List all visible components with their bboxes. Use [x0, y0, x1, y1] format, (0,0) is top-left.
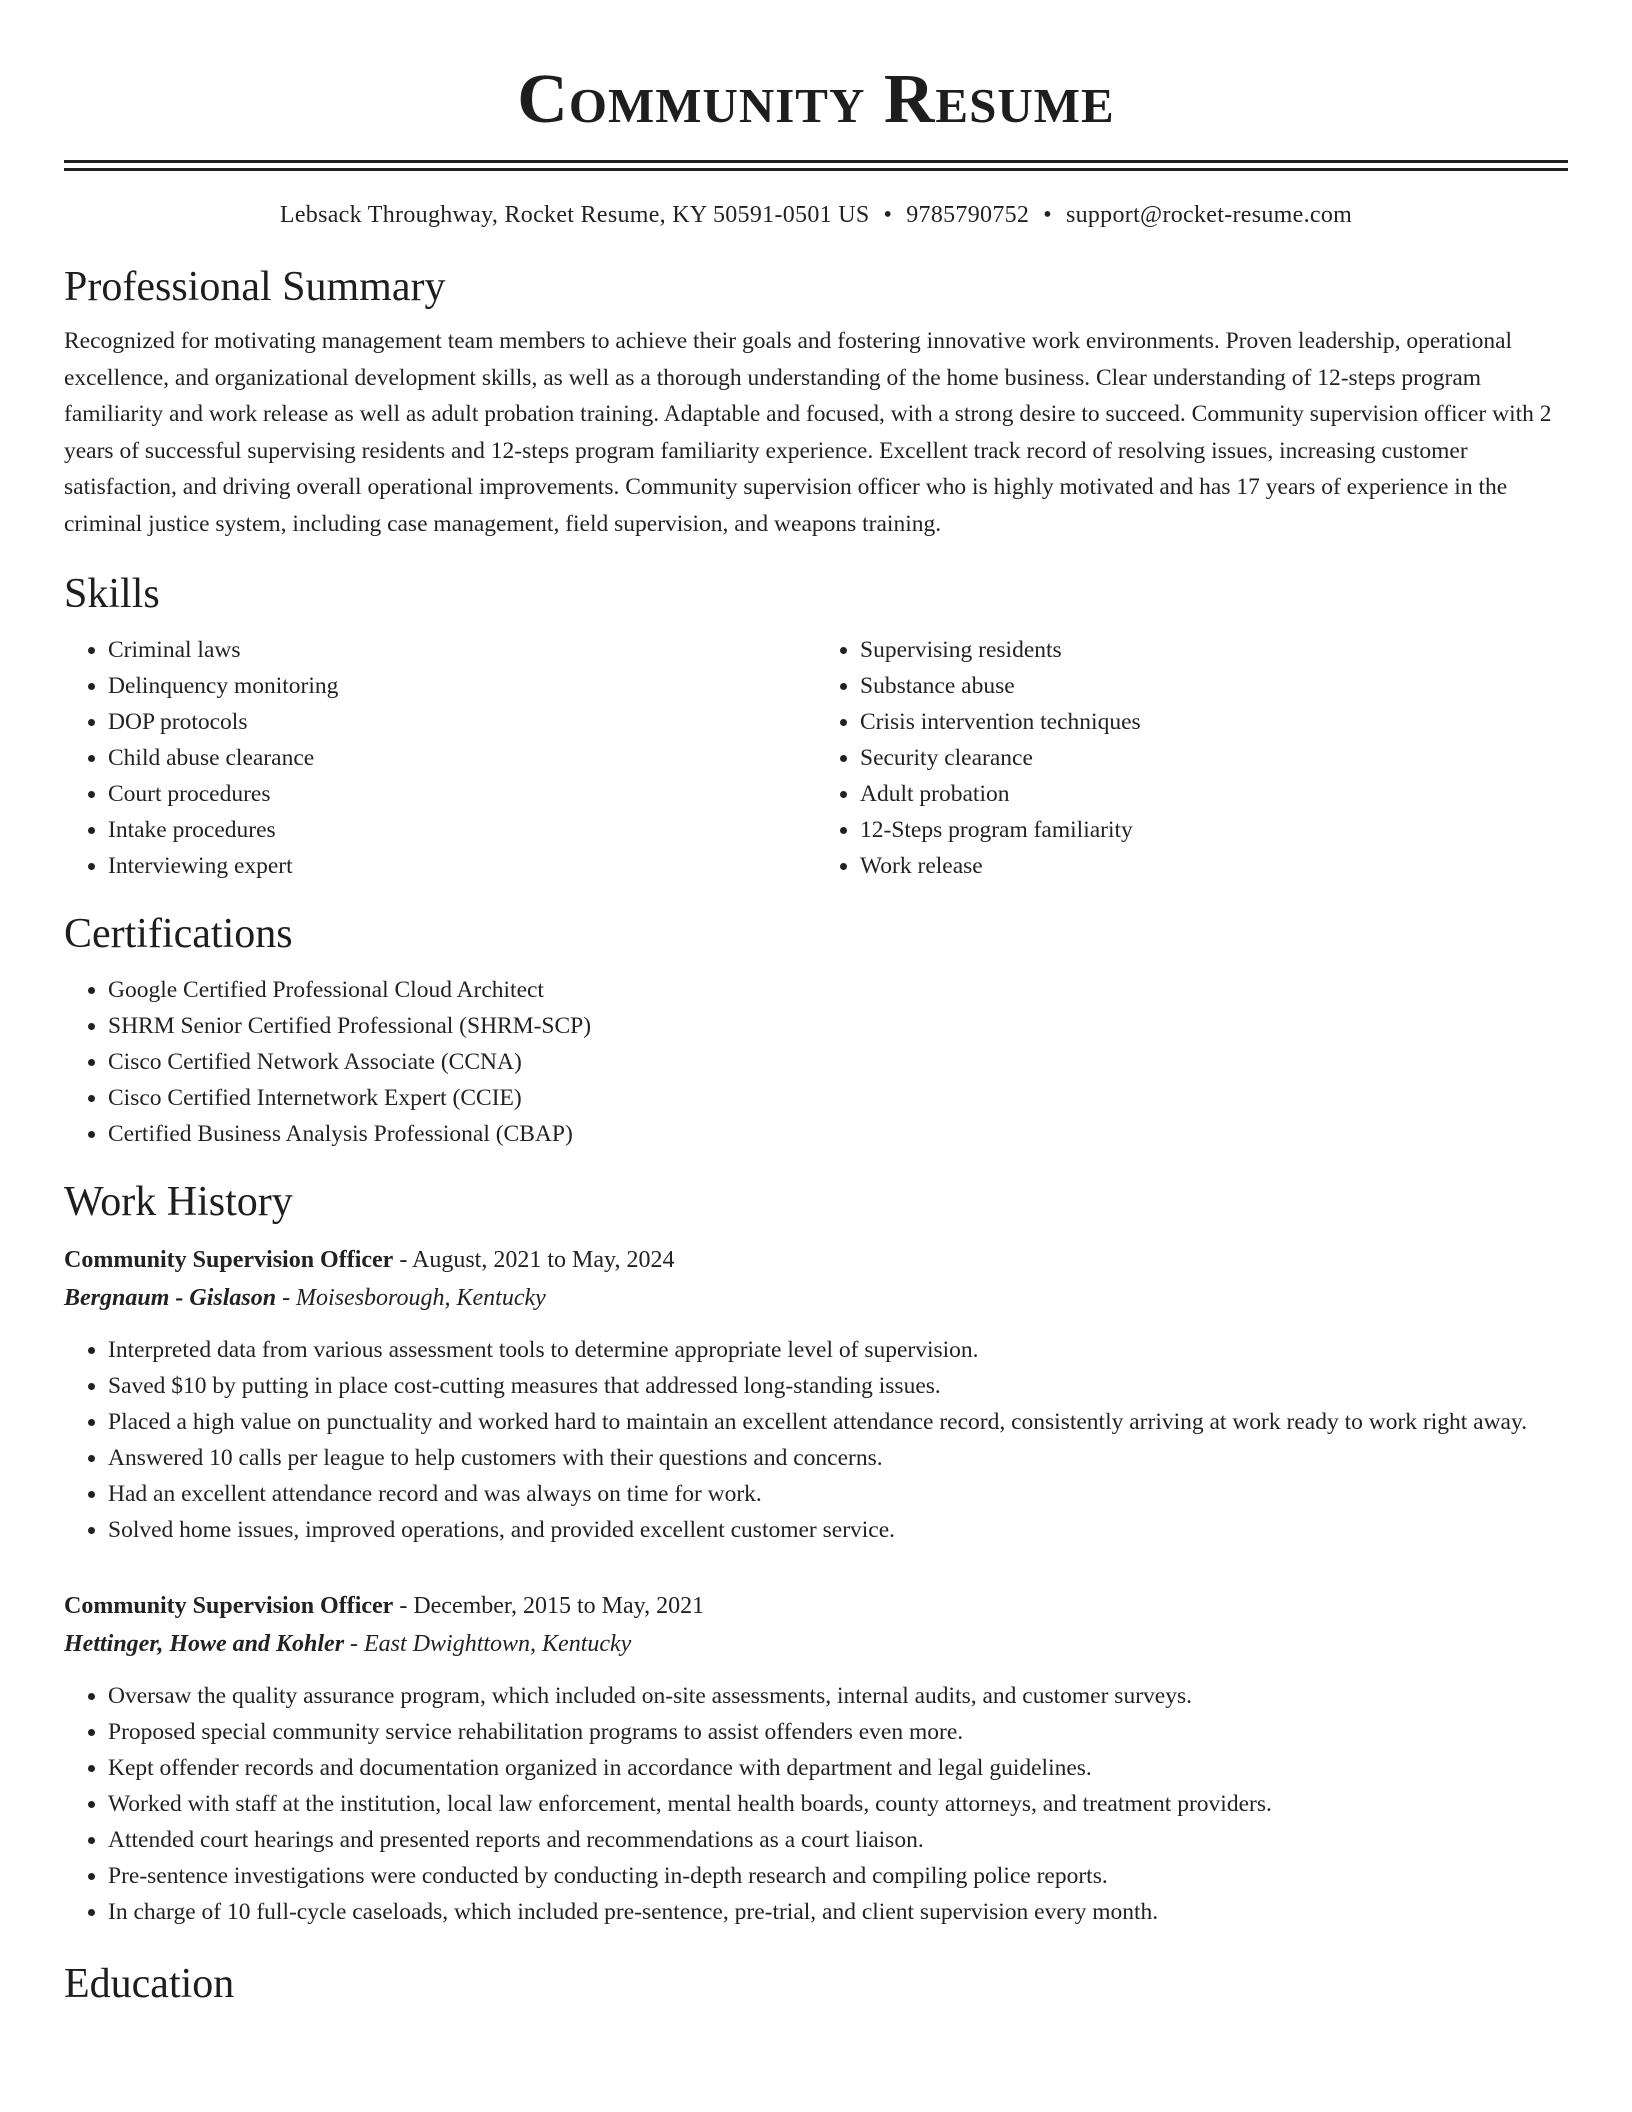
job-dates: - August, 2021 to May, 2024 — [393, 1247, 675, 1273]
job-bullet: • Solved home issues, improved operations, and provided excellent customer service. — [108, 1512, 1568, 1548]
job-company: Hettinger, Howe and Kohler — [64, 1631, 345, 1657]
skill-item: • 12-Steps program familiarity — [860, 812, 1568, 848]
job-title-line — [64, 1588, 1568, 1624]
job-bullet: • Attended court hearings and presented reports and recommendations as a court liaison. — [108, 1822, 1568, 1858]
job-bullet: • Placed a high value on punctuality and worked hard to maintain an excellent attendance record, consistently arriving at work ready to work right away. — [108, 1404, 1568, 1440]
job-bullet: • Kept offender records and documentation organized in accordance with department and legal guidelines. — [108, 1750, 1568, 1786]
job-title-line — [64, 1242, 1568, 1278]
job-bullet: • Pre-sentence investigations were conducted by conducting in-depth research and compiling police reports. — [108, 1858, 1568, 1894]
skills-left-list — [64, 632, 816, 884]
job-title: Community Supervision Officer — [64, 1593, 394, 1619]
skill-item: • Criminal laws — [108, 632, 816, 668]
skill-item: • Substance abuse — [860, 668, 1568, 704]
resume-title: Community Resume — [517, 61, 1115, 138]
contact-phone: 9785790752 — [906, 202, 1030, 228]
job-dates: - December, 2015 to May, 2021 — [393, 1593, 705, 1619]
job-bullet: • Worked with staff at the institution, local law enforcement, mental health boards, county attorneys, and treatment providers. — [108, 1786, 1568, 1822]
skills-right-list — [816, 632, 1568, 884]
summary-text: Recognized for motivating management team members to achieve their goals and fostering innovative work environments. Proven leadership, operational excellence, and organizational development skills, as well as a thorough understanding of the home business. Clear understanding of 12-steps program familiarity and work release as well as adult probation training. Adaptable and focused, with a strong desire to succeed. Community supervision officer with 2 years of successful supervising residents and 12-steps program familiarity experience. Excellent track record of resolving issues, increasing customer satisfaction, and driving overall operational improvements. Community supervision officer who is highly motivated and has 17 years of experience in the criminal justice system, including case management, field supervision, and weapons training. — [64, 328, 1552, 537]
job-entry — [64, 1588, 1568, 1930]
job-bullet: • In charge of 10 full-cycle caseloads, which included pre-sentence, pre-trial, and client supervision every month. — [108, 1894, 1568, 1930]
summary-heading: Professional Summary — [64, 264, 446, 310]
skill-item: • Intake procedures — [108, 812, 816, 848]
job-company: Bergnaum - Gislason — [64, 1285, 277, 1311]
certifications-heading: Certifications — [64, 911, 293, 957]
skill-item: • Delinquency monitoring — [108, 668, 816, 704]
job-entry — [64, 1242, 1568, 1548]
certification-item: • SHRM Senior Certified Professional (SHRM-SCP) — [108, 1008, 1568, 1044]
job-bullet: • Had an excellent attendance record and was always on time for work. — [108, 1476, 1568, 1512]
contact-separator: • — [1043, 202, 1052, 228]
contact-line — [64, 199, 1568, 231]
job-bullet: • Saved $10 by putting in place cost-cutting measures that addressed long-standing issues. — [108, 1368, 1568, 1404]
work-history-heading: Work History — [64, 1179, 293, 1225]
certification-item: • Google Certified Professional Cloud Architect — [108, 972, 1568, 1008]
job-bullet: • Answered 10 calls per league to help customers with their questions and concerns. — [108, 1440, 1568, 1476]
job-bullet: • Proposed special community service rehabilitation programs to assist offenders even more. — [108, 1714, 1568, 1750]
job-location: - Moisesborough, Kentucky — [276, 1285, 546, 1311]
job-company-line — [64, 1624, 1568, 1664]
job-title: Community Supervision Officer — [64, 1247, 394, 1273]
job-bullets — [64, 1332, 1568, 1548]
skill-item: • Child abuse clearance — [108, 740, 816, 776]
skills-heading: Skills — [64, 571, 160, 617]
contact-separator: • — [883, 202, 893, 228]
job-company-line — [64, 1278, 1568, 1318]
contact-address: Lebsack Throughway, Rocket Resume, KY 50591-0501 US — [279, 202, 870, 228]
contact-email: support@rocket-resume.com — [1065, 202, 1353, 228]
skill-item: • Work release — [860, 848, 1568, 884]
skill-item: • Interviewing expert — [108, 848, 816, 884]
certification-item: • Cisco Certified Internetwork Expert (CCIE) — [108, 1080, 1568, 1116]
job-bullet: • Oversaw the quality assurance program, which included on-site assessments, internal audits, and customer surveys. — [108, 1678, 1568, 1714]
skill-item: • Security clearance — [860, 740, 1568, 776]
skill-item: • Adult probation — [860, 776, 1568, 812]
skills-columns — [64, 632, 1568, 884]
job-location: - East Dwighttown, Kentucky — [344, 1631, 632, 1657]
skill-item: • Supervising residents — [860, 632, 1568, 668]
certification-item: • Cisco Certified Network Associate (CCNA) — [108, 1044, 1568, 1080]
skill-item: • Crisis intervention techniques — [860, 704, 1568, 740]
skill-item: • DOP protocols — [108, 704, 816, 740]
certifications-list — [64, 972, 1568, 1152]
education-heading: Education — [64, 1961, 235, 2007]
certification-item: • Certified Business Analysis Professional (CBAP) — [108, 1116, 1568, 1152]
job-bullets — [64, 1678, 1568, 1930]
title-divider — [64, 160, 1568, 171]
job-bullet: • Interpreted data from various assessment tools to determine appropriate level of supervision. — [108, 1332, 1568, 1368]
skill-item: • Court procedures — [108, 776, 816, 812]
